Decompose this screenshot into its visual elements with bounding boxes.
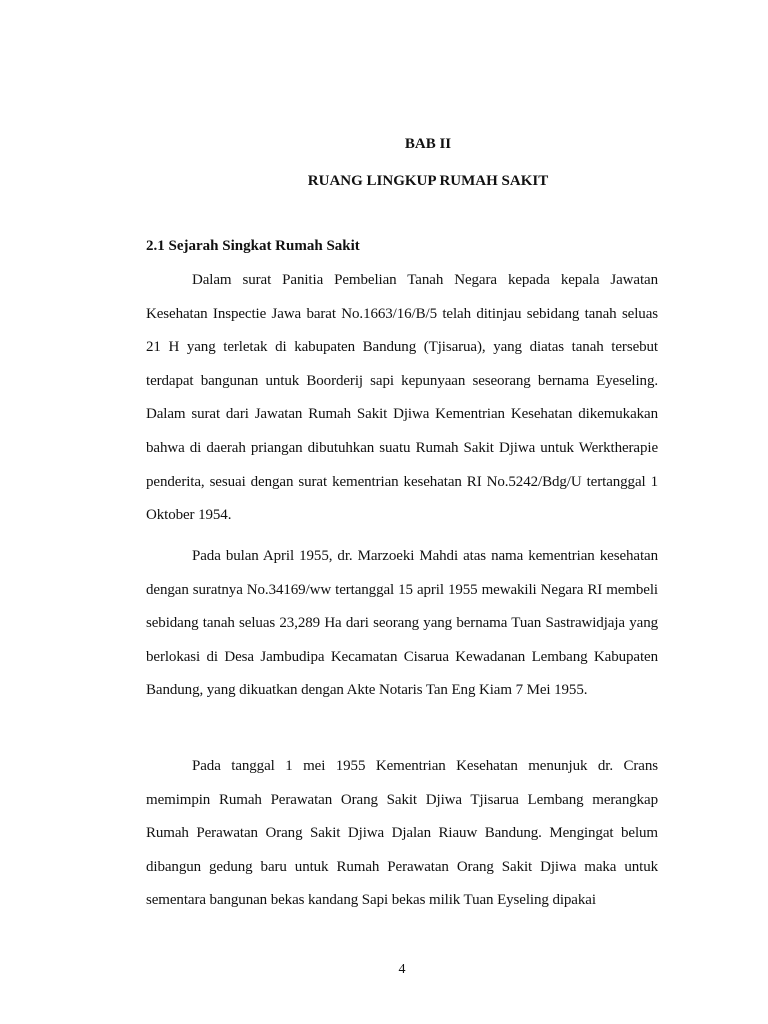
chapter-title: RUANG LINGKUP RUMAH SAKIT: [307, 173, 549, 189]
chapter-number: BAB II: [404, 136, 452, 152]
body-paragraph: Dalam surat Panitia Pembelian Tanah Negara kepada kepala Jawatan Kesehatan Inspectie Jawa barat No.1663/16/B/5 telah ditinjau sebidang tanah seluas 21 H yang terletak di kabupaten Bandung (Tjisarua), yang diatas tanah tersebut terdapat bangunan untuk Boorderij sapi kepunyaan seseorang bernama Eyeseling. Dalam surat dari Jawatan Rumah Sakit Djiwa Kementrian Kesehatan dikemukakan bahwa di daerah priangan dibutuhkan suatu Rumah Sakit Djiwa untuk Werktherapie penderita, sesuai dengan surat kementrian kesehatan RI No.5242/Bdg/U tertanggal 1 Oktober 1954.: [146, 272, 658, 524]
section-heading: 2.1 Sejarah Singkat Rumah Sakit: [146, 238, 360, 254]
body-paragraph: Pada bulan April 1955, dr. Marzoeki Mahdi atas nama kementrian kesehatan dengan suratnya No.34169/ww tertanggal 15 april 1955 mewakili Negara RI membeli sebidang tanah seluas 23,289 Ha dari seorang yang bernama Tuan Sastrawidjaja yang berlokasi di Desa Jambudipa Kecamatan Cisarua Kewadanan Lembang Kabupaten Bandung, yang dikuatkan dengan Akte Notaris Tan Eng Kiam 7 Mei 1955.: [146, 548, 658, 699]
page-number: 4: [398, 962, 406, 977]
body-paragraph: Pada tanggal 1 mei 1955 Kementrian Kesehatan menunjuk dr. Crans memimpin Rumah Perawatan Orang Sakit Djiwa Tjisarua Lembang merangkap Rumah Perawatan Orang Sakit Djiwa Djalan Riauw Bandung. Mengingat belum dibangun gedung baru untuk Rumah Perawatan Orang Sakit Djiwa maka untuk sementara bangunan bekas kandang Sapi bekas milik Tuan Eyseling dipakai: [146, 758, 658, 909]
